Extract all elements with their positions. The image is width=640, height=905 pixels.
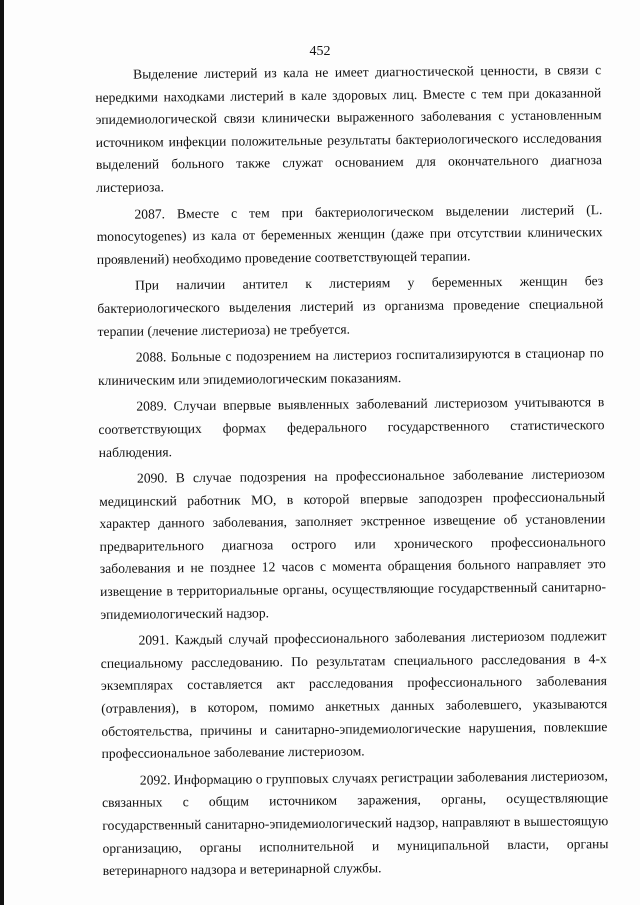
paragraph-2091: 2091. Каждый случай профессионального заболевания листериозом подлежит специальному расследованию. По результатам специального расследования в 4-х экземплярах составляется акт расследования профессионального заболевания (отравления), в котором, помимо анкетных данных заболевшего, указываются обстоятельства, причины и санитарно-эпидемиологические нарушения, повлекшие профессиональное заболевание листериозом. [100, 628, 608, 762]
page-number: 452 [309, 44, 331, 59]
paragraph-2090: 2090. В случае подозрения на профессиональное заболевание листериозом медицинский работник МО, в которой впервые заподозрен профессиональный характер данного заболевания, заполняет экстренное извещение об установлении предварительного диагноза острого или хронического профессионального заболевания и не позднее 12 часов с момента обращения больного направляет это извещение в территориальные органы, осуществляющие государственный санитарно-эпидемиологический надзор. [99, 466, 607, 622]
paragraph-2088: 2088. Больные с подозрением на листериоз госпитализируются в стационар по клиническим или эпидемиологическим показаниям. [97, 345, 604, 388]
scan-edge [0, 0, 4, 905]
paragraph-2092: 2092. Информацию о групповых случаях регистрации заболевания листериозом, связанных с общим источником заражения, органы, осуществляющие государственный санитарно-эпидемиологический надзор, направляют в вышестоящую организацию, органы исполнительной и муниципальной власти, органы ветеринарного надзора и ветеринарной службы. [102, 767, 609, 879]
paragraph-antibodies: При наличии антител к листериям у беременных женщин без бактериологического выделения листерий из организма проведение специальной терапии (лечение листериоза) не требуется. [97, 273, 604, 339]
paragraph-2087: 2087. Вместе с тем при бактериологическом выделении листерий (L. monocytogenes) из кала от беременных женщин (даже при отсутствии клинических проявлений) необходимо проведение соответствующей терапии. [96, 201, 603, 267]
paragraph-2089: 2089. Случаи впервые выявленных заболеваний листериозом учитываются в соответствующих формах федерального государственного статистического наблюдения. [98, 394, 605, 460]
document-body [95, 59, 609, 883]
paragraph-listeria-stool: Выделение листерий из кала не имеет диагностической ценности, в связи с нередкими находками листерий в кале здоровых лиц. Вместе с тем при доказанной эпидемиологической связи клинически выраженного заболевания с установленным источником инфекции положительные результаты бактериологического исследования выделений больного также служат основанием для окончательного диагноза листериоза. [95, 62, 603, 195]
